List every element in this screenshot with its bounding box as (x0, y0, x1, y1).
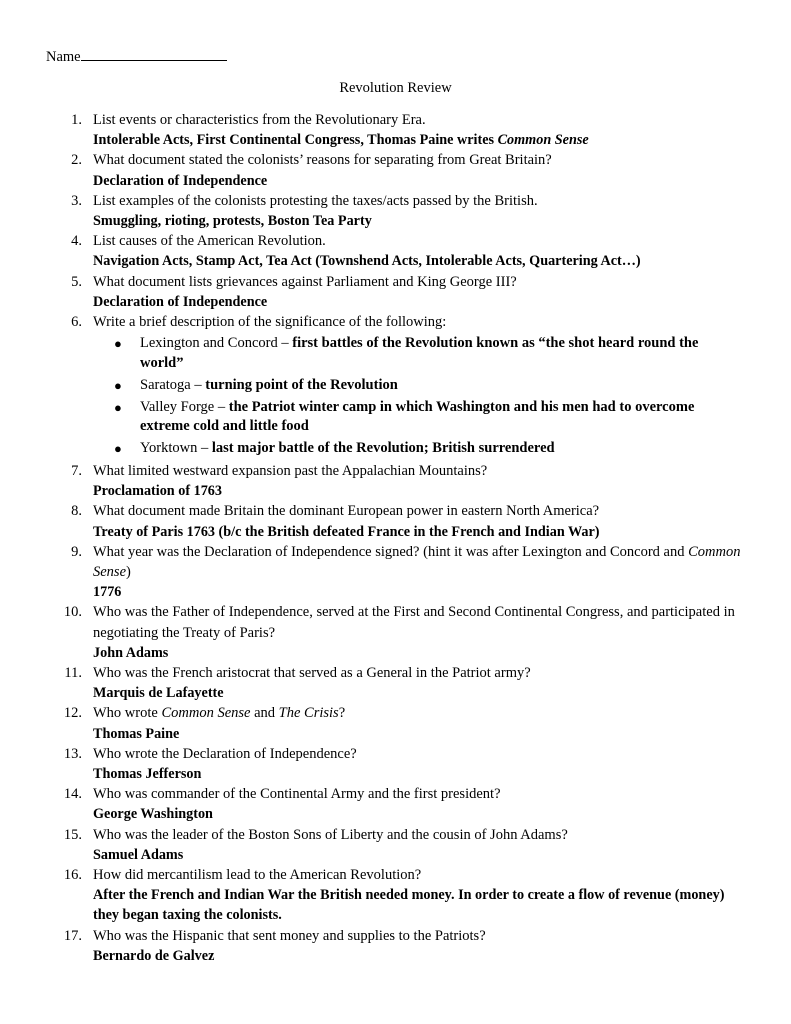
question-italic: The Crisis (278, 705, 339, 722)
question-number: 7. (71, 463, 82, 480)
item-description: last major battle of the Revolution; British surrendered (211, 440, 555, 457)
answer-text: Smuggling, rioting, protests, Boston Tea Party (93, 213, 372, 230)
bullet-icon: ● (114, 399, 122, 415)
list-item (93, 334, 751, 374)
answer-text (93, 130, 751, 150)
answer-text: Declaration of Independence (93, 293, 268, 310)
answer-text: Marquis de Lafayette (93, 685, 224, 702)
question-number: 4. (71, 233, 82, 250)
answer-text: Declaration of Independence (93, 172, 268, 189)
question-number: 16. (63, 867, 82, 884)
question-part: Who wrote (93, 705, 162, 722)
answer-text: Navigation Acts, Stamp Act, Tea Act (Townshend Acts, Intolerable Acts, Quartering Act…) (93, 253, 641, 270)
answer-text: John Adams (93, 644, 169, 661)
question-5 (0, 272, 791, 312)
question-text: Write a brief description of the significance of the following: (93, 314, 447, 331)
answer-italic: Common Sense (497, 132, 589, 149)
question-text: Who was the Hispanic that sent money and supplies to the Patriots? (93, 927, 486, 944)
question-text: List events or characteristics from the Revolutionary Era. (93, 112, 426, 128)
question-14 (0, 784, 791, 824)
question-number: 14. (63, 786, 82, 803)
item-description: first battles of the Revolution known as “the shot heard round the world” (140, 335, 699, 372)
question-part: and (250, 705, 279, 722)
question-number: 9. (71, 543, 82, 560)
question-italic: Common Sense (93, 543, 741, 581)
question-13 (0, 744, 791, 784)
question-16 (0, 865, 791, 926)
question-4 (0, 231, 791, 271)
question-12 (0, 703, 791, 743)
question-part: What year was the Declaration of Independence signed? (hint it was after Lexington and Concord and (93, 543, 689, 560)
question-3 (0, 191, 791, 231)
item-description: the Patriot winter camp in which Washington and his men had to overcome extreme cold and little food (140, 398, 695, 435)
answer-text: Samuel Adams (93, 846, 184, 863)
bullet-icon: ● (114, 336, 122, 352)
answer-part: Intolerable Acts, First Continental Congress, Thomas Paine writes (93, 132, 498, 149)
significance-list (93, 334, 751, 459)
question-8 (0, 501, 791, 541)
question-text: Who was the leader of the Boston Sons of Liberty and the cousin of John Adams? (93, 826, 568, 843)
question-number: 17. (63, 927, 82, 944)
question-2 (0, 150, 791, 190)
question-7 (0, 461, 791, 501)
question-text: What document lists grievances against Parliament and King George III? (93, 273, 517, 290)
name-label: Name (46, 49, 81, 65)
question-number: 1. (71, 112, 82, 128)
question-11 (0, 663, 791, 703)
answer-text: 1776 (93, 584, 122, 601)
question-number: 8. (71, 503, 82, 520)
item-term: Lexington and Concord – (140, 335, 293, 352)
question-text: Who wrote the Declaration of Independence? (93, 745, 357, 762)
bullet-icon: ● (114, 441, 122, 457)
question-number: 5. (71, 273, 82, 290)
question-15 (0, 825, 791, 865)
question-text: What limited westward expansion past the Appalachian Mountains? (93, 463, 488, 480)
bullet-icon: ● (114, 377, 122, 393)
question-6 (0, 312, 791, 459)
question-text (93, 542, 751, 582)
answer-text: Treaty of Paris 1763 (b/c the British defeated France in the French and Indian War) (93, 523, 600, 540)
item-description: turning point of the Revolution (205, 376, 398, 393)
answer-text: Bernardo de Galvez (93, 947, 215, 964)
answer-text: George Washington (93, 806, 213, 823)
answer-text: After the French and Indian War the British needed money. In order to create a flow of revenue (money) they began taxing the colonists. (93, 887, 725, 924)
name-line (46, 46, 227, 66)
question-number: 13. (63, 745, 82, 762)
question-text: Who was commander of the Continental Army and the first president? (93, 786, 501, 803)
question-9 (0, 542, 791, 603)
question-part: ) (126, 564, 131, 581)
question-text: Who was the Father of Independence, served at the First and Second Continental Congress, and participated in negotiating the Treaty of Paris? (93, 604, 735, 641)
page-title: Revolution Review (339, 80, 452, 96)
question-text: What document stated the colonists’ reasons for separating from Great Britain? (93, 152, 552, 169)
name-blank (81, 46, 227, 61)
question-italic: Common Sense (161, 705, 251, 722)
question-number: 11. (64, 665, 82, 682)
answer-text: Proclamation of 1763 (93, 483, 222, 500)
question-text (93, 703, 751, 723)
question-number: 6. (71, 314, 82, 331)
question-part: ? (338, 705, 346, 722)
question-number: 10. (63, 604, 82, 621)
answer-text: Thomas Paine (93, 725, 180, 742)
question-number: 12. (63, 705, 82, 722)
question-number: 2. (71, 152, 82, 169)
question-number: 3. (71, 192, 82, 209)
question-text: How did mercantilism lead to the American Revolution? (93, 867, 422, 884)
list-item (93, 439, 751, 459)
answer-text: Thomas Jefferson (93, 766, 202, 783)
question-text: What document made Britain the dominant European power in eastern North America? (93, 503, 600, 520)
item-term: Saratoga – (140, 376, 206, 393)
question-10 (0, 602, 791, 663)
question-1 (0, 110, 791, 150)
question-text: Who was the French aristocrat that served as a General in the Patriot army? (93, 665, 531, 682)
list-item (93, 376, 751, 396)
item-term: Valley Forge – (140, 398, 229, 415)
question-number: 15. (63, 826, 82, 843)
item-term: Yorktown – (140, 440, 212, 457)
list-item (93, 398, 751, 438)
question-17 (0, 926, 791, 966)
question-text: List examples of the colonists protesting the taxes/acts passed by the British. (93, 192, 538, 209)
question-text: List causes of the American Revolution. (93, 233, 326, 250)
question-list (0, 110, 791, 966)
